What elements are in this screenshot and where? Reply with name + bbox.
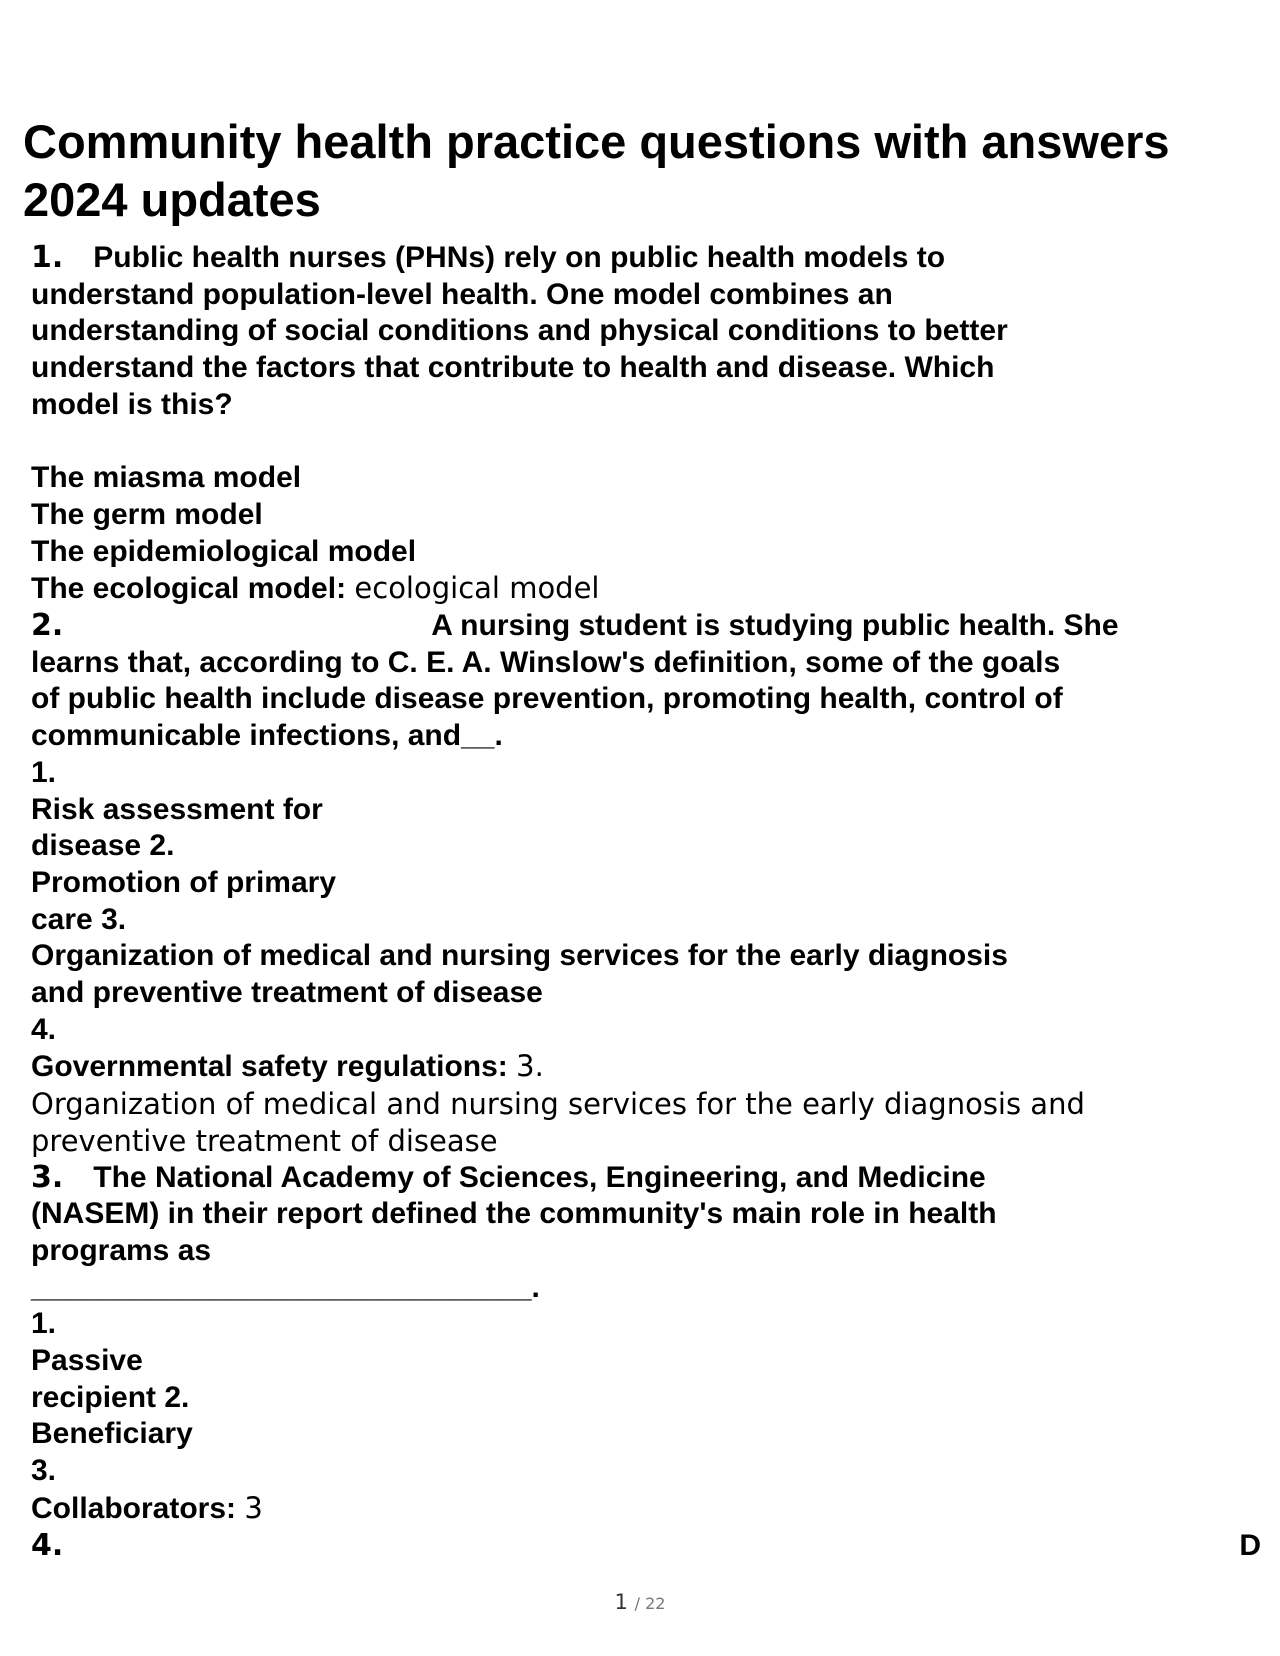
question-3 (31, 1160, 1261, 1528)
option-item: Passive (31, 1344, 143, 1378)
option-item: The miasma model (31, 461, 302, 495)
blank-line (31, 424, 1261, 461)
question-number: 1. (31, 240, 64, 275)
current-page: 1 (614, 1590, 628, 1614)
question-3-stem-line (31, 1160, 1261, 1197)
document-body (31, 240, 1261, 1564)
option-item: disease 2. (31, 829, 175, 863)
option-item: Beneficiary (31, 1417, 193, 1451)
option-item: 1. (31, 1307, 57, 1341)
question-number: 4. (31, 1527, 64, 1563)
question-1 (31, 240, 1261, 608)
question-text: communicable infections, and__. (31, 719, 503, 753)
question-text: model is this? (31, 387, 233, 421)
option-item: Risk assessment for (31, 792, 323, 826)
option-item: 4. (31, 1012, 57, 1046)
question-2-stem-line (31, 608, 1261, 645)
answer-text: preventive treatment of disease (31, 1123, 498, 1158)
question-text: programs as (31, 1233, 212, 1267)
page-indicator (0, 1590, 1280, 1614)
page-title: Community health practice questions with answers 2024 updates (23, 115, 1170, 226)
question-text: The National Academy of Sciences, Engineering, and Medicine (93, 1160, 986, 1194)
question-text: Public health nurses (PHNs) rely on public health models to (93, 241, 946, 274)
option-item: The ecological model: (31, 572, 347, 606)
answer-line (31, 570, 1261, 608)
question-text: understand population-level health. One model combines an (31, 277, 893, 311)
option-item: The epidemiological model (31, 534, 417, 568)
question-text: of public health include disease prevention, promoting health, control of (31, 682, 1063, 716)
question-text: A nursing student is studying public health. She (431, 609, 1119, 643)
option-item: care 3. (31, 902, 127, 936)
question-number: 3. (31, 1159, 64, 1195)
question-text: understand the factors that contribute to health and disease. Which (31, 351, 995, 385)
answer-text: 3 (244, 1490, 263, 1525)
question-1-stem-line (31, 240, 1261, 277)
question-4 (31, 1528, 1261, 1565)
answer-line (31, 1490, 1261, 1528)
option-item: 1. (31, 755, 57, 789)
answer-line (31, 1048, 1261, 1086)
answer-text: Organization of medical and nursing services for the early diagnosis and (31, 1087, 1085, 1122)
total-pages: / 22 (634, 1594, 666, 1613)
question-fragment: D (1239, 1528, 1261, 1562)
option-item: 3. (31, 1454, 57, 1488)
question-number: 2. (31, 608, 64, 644)
option-item: Promotion of primary (31, 865, 337, 899)
option-item: The germ model (31, 497, 263, 531)
option-item: Collaborators: (31, 1491, 237, 1525)
option-item: Organization of medical and nursing services for the early diagnosis (31, 939, 1008, 973)
option-item: and preventive treatment of disease (31, 976, 543, 1010)
question-text: learns that, according to C. E. A. Winslow's definition, some of the goals (31, 645, 1061, 679)
question-text: understanding of social conditions and physical conditions to better (31, 314, 1008, 348)
option-item: Governmental safety regulations: (31, 1050, 508, 1084)
question-4-stem-line (31, 1528, 1261, 1565)
question-text: (NASEM) in their report defined the community's main role in health (31, 1197, 997, 1231)
question-2 (31, 608, 1261, 1160)
answer-text: 3. (516, 1049, 544, 1084)
answer-text: ecological model (354, 571, 600, 606)
answer-blank: ______________________________. (31, 1270, 540, 1304)
option-item: recipient 2. (31, 1380, 190, 1414)
